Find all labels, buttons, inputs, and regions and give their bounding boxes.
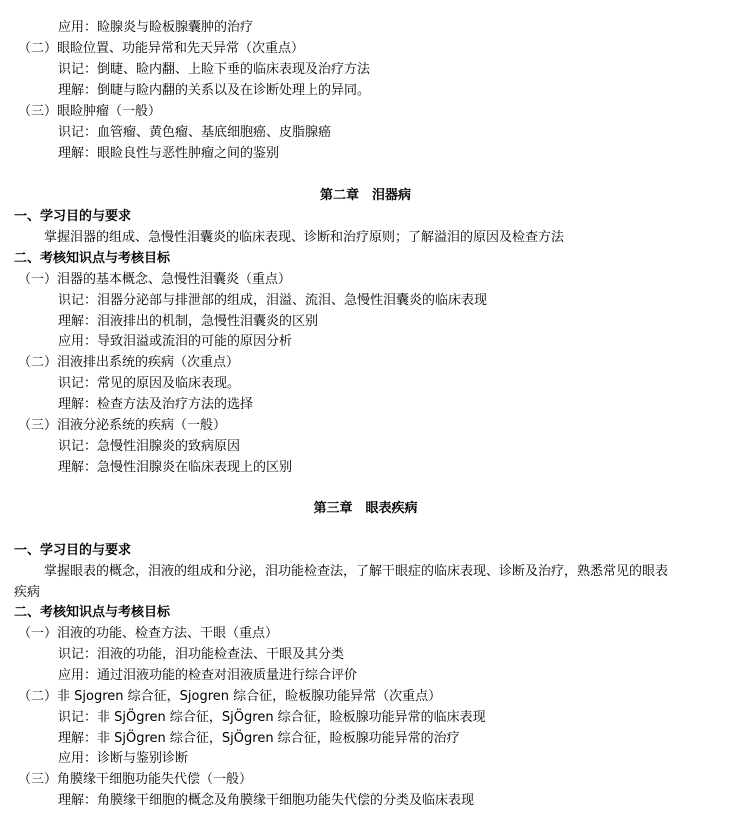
section-heading: （三）眼睑肿瘤（一般）: [18, 104, 162, 119]
text-line: 应用：导致泪溢或流泪的可能的原因分析: [58, 334, 293, 349]
text-line: 识记：倒睫、睑内翻、上睑下垂的临床表现及治疗方法: [58, 62, 371, 77]
text-line: 应用：通过泪液功能的检查对泪液质量进行综合评价: [58, 668, 358, 683]
section-heading: （一）泪器的基本概念、急慢性泪囊炎（重点）: [18, 272, 292, 287]
heading: 二、考核知识点与考核目标: [14, 605, 171, 620]
text-line: 应用：诊断与鉴别诊断: [58, 751, 189, 766]
heading: 二、考核知识点与考核目标: [14, 251, 171, 266]
section-heading: （三）泪液分泌系统的疾病（一般）: [18, 418, 227, 433]
chapter-title: 第二章 泪器病: [319, 188, 411, 203]
heading: 一、学习目的与要求: [14, 543, 132, 558]
text-line: 应用：睑腺炎与睑板腺囊肿的治疗: [58, 20, 254, 35]
text-line: 理解：倒睫与睑内翻的关系以及在诊断处理上的异同。: [58, 83, 371, 98]
text-line: 识记：泪液的功能，泪功能检查法、干眼及其分类: [58, 647, 345, 662]
heading: 一、学习目的与要求: [14, 209, 132, 224]
section-heading: （一）泪液的功能、检查方法、干眼（重点）: [18, 626, 279, 641]
text-line: 识记：常见的原因及临床表现。: [58, 376, 241, 391]
text-line: 识记：泪器分泌部与排泄部的组成，泪溢、流泪、急慢性泪囊炎的临床表现: [58, 293, 488, 308]
text-line: 识记：血管瘤、黄色瘤、基底细胞癌、皮脂腺癌: [58, 125, 332, 140]
section-heading: （二）非 Sjogren 综合征，Sjogren 综合征，睑板腺功能异常（次重点）: [18, 689, 442, 704]
paragraph: 掌握泪器的组成、急慢性泪囊炎的临床表现、诊断和治疗原则；了解溢泪的原因及检查方法: [44, 230, 565, 245]
section-heading: （三）角膜缘干细胞功能失代偿（一般）: [18, 772, 253, 787]
text-line: 理解：检查方法及治疗方法的选择: [58, 397, 254, 412]
chapter-title: 第三章 眼表疾病: [313, 501, 418, 516]
paragraph-line: 疾病: [14, 585, 41, 600]
text-line: 理解：泪液排出的机制，急慢性泪囊炎的区别: [58, 314, 319, 329]
text-line: 理解：急慢性泪腺炎在临床表现上的区别: [58, 460, 293, 475]
text-line: 理解：非 SjÖgren 综合征，SjÖgren 综合征，睑板腺功能异常的治疗: [58, 731, 460, 746]
text-line: 识记：急慢性泪腺炎的致病原因: [58, 439, 241, 454]
section-heading: （二）泪液排出系统的疾病（次重点）: [18, 355, 240, 370]
text-line: 理解：眼睑良性与恶性肿瘤之间的鉴别: [58, 146, 280, 161]
text-line: 理解：角膜缘干细胞的概念及角膜缘干细胞功能失代偿的分类及临床表现: [58, 793, 475, 808]
paragraph-line: 掌握眼表的概念，泪液的组成和分泌，泪功能检查法，了解干眼症的临床表现、诊断及治疗，熟悉常见的眼表: [44, 564, 669, 579]
text-line: 识记：非 SjÖgren 综合征，SjÖgren 综合征，睑板腺功能异常的临床表现: [58, 710, 486, 725]
section-heading: （二）眼睑位置、功能异常和先天异常（次重点）: [18, 41, 305, 56]
